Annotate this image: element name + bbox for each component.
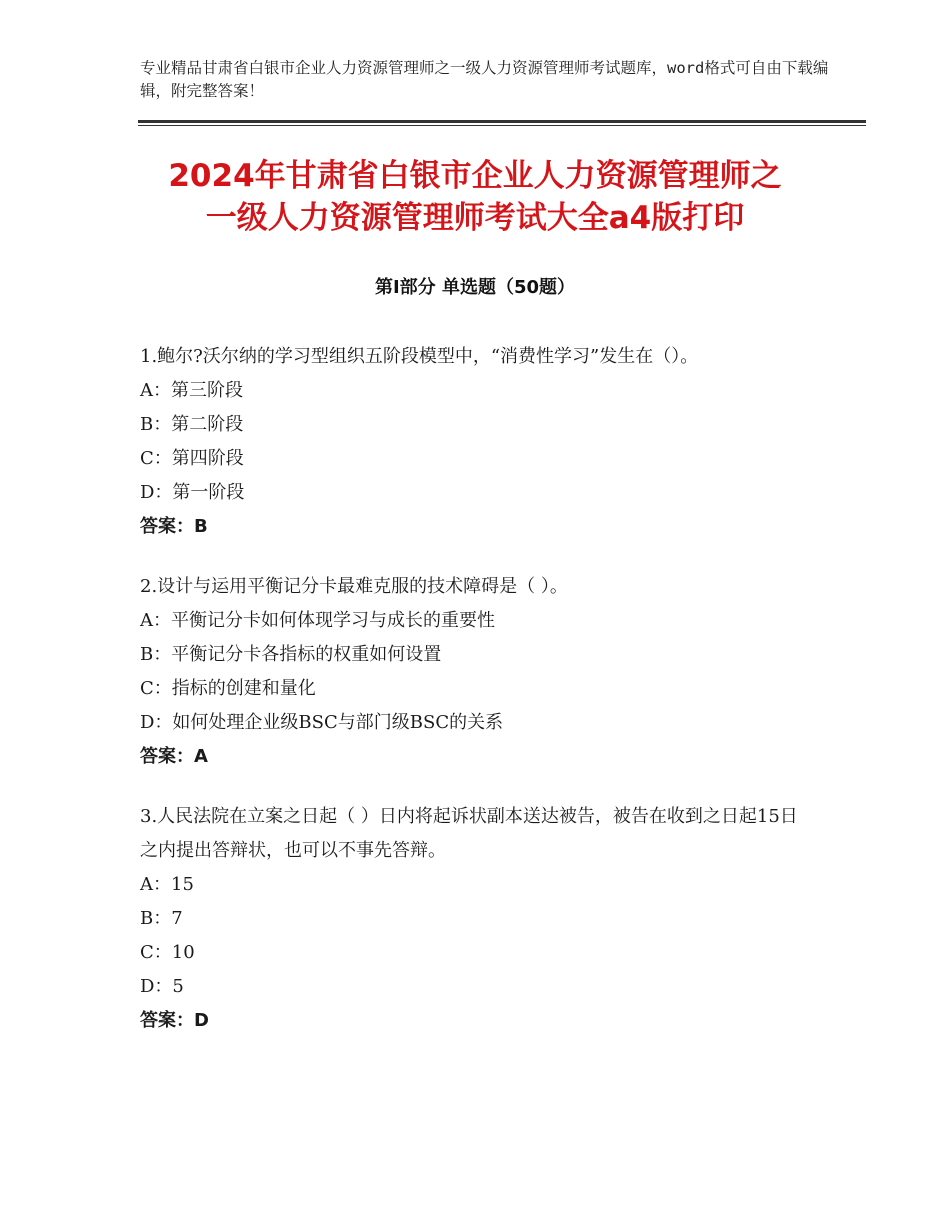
document-title-line1: 2024年甘肃省白银市企业人力资源管理师之 bbox=[168, 158, 782, 194]
question-list bbox=[140, 340, 812, 1064]
option-a: A：15 bbox=[140, 874, 194, 895]
option-c: C：指标的创建和量化 bbox=[140, 678, 316, 699]
question-stem: 1.鲍尔?沃尔纳的学习型组织五阶段模型中，“消费性学习”发生在（）。 bbox=[140, 346, 699, 367]
question-stem: 2.设计与运用平衡记分卡最难克服的技术障碍是（ ）。 bbox=[140, 576, 568, 597]
option-c: C：10 bbox=[140, 942, 195, 963]
answer: 答案：A bbox=[140, 746, 208, 767]
header-divider-thick bbox=[138, 120, 866, 123]
option-d: D：如何处理企业级BSC与部门级BSC的关系 bbox=[140, 712, 504, 733]
option-b: B：平衡记分卡各指标的权重如何设置 bbox=[140, 644, 442, 665]
option-a: A：第三阶段 bbox=[140, 380, 243, 401]
document-title bbox=[100, 155, 850, 239]
question-stem: 3.人民法院在立案之日起（ ）日内将起诉状副本送达被告，被告在收到之日起15日之内提出答辩状，也可以不事先答辩。 bbox=[140, 806, 798, 861]
header-divider-thin bbox=[138, 125, 866, 126]
header-note: 专业精品甘肃省白银市企业人力资源管理师之一级人力资源管理师考试题库，word格式可自由下载编辑，附完整答案！ bbox=[140, 59, 829, 100]
option-d: D：5 bbox=[140, 976, 184, 997]
answer: 答案：B bbox=[140, 516, 208, 537]
question-1 bbox=[140, 340, 812, 544]
option-b: B：第二阶段 bbox=[140, 414, 244, 435]
option-b: B：7 bbox=[140, 908, 183, 929]
document-title-line2: 一级人力资源管理师考试大全a4版打印 bbox=[205, 200, 745, 236]
section-title: 第Ⅰ部分 单选题（50题） bbox=[374, 277, 575, 298]
question-2 bbox=[140, 570, 812, 774]
answer: 答案：D bbox=[140, 1010, 209, 1031]
question-3 bbox=[140, 800, 812, 1038]
option-c: C：第四阶段 bbox=[140, 448, 244, 469]
option-a: A：平衡记分卡如何体现学习与成长的重要性 bbox=[140, 610, 495, 631]
option-d: D：第一阶段 bbox=[140, 482, 245, 503]
